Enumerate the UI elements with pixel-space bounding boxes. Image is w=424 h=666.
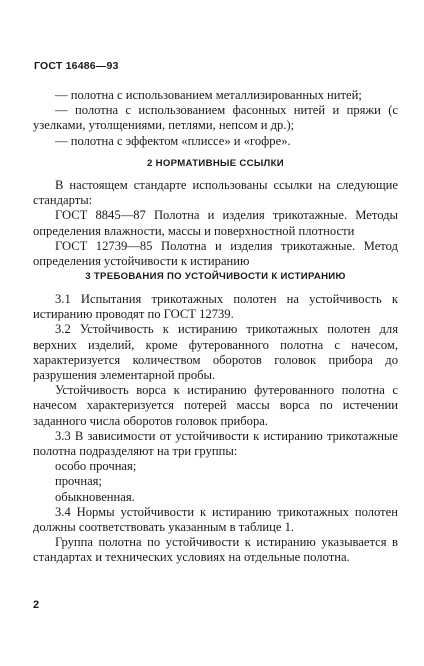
paragraph: Устойчивость ворса к истиранию футерованного полотна с начесом характеризуется потерей массы ворса по истечении заданного числа оборотов головок прибора. (33, 383, 398, 428)
section-2-body (33, 178, 398, 269)
group-item: особо прочная; (55, 459, 137, 474)
group-item: прочная; (55, 474, 102, 489)
intro-list (33, 88, 398, 149)
group-item: обыкновенная. (55, 489, 135, 504)
paragraph: 3.2 Устойчивость к истиранию трикотажных полотен для верхних изделий, кроме футерованного полотна с начесом, характеризуется количеством оборотов головок прибора до разрушения элементарной пробы. (33, 322, 398, 383)
section-2-heading: 2 НОРМАТИВНЫЕ ССЫЛКИ (147, 158, 284, 169)
paragraph: 3.4 Нормы устойчивости к истиранию трикотажных полотен должны соответствовать указанным в таблице 1. (33, 504, 398, 535)
paragraph: ГОСТ 8845—87 Полотна и изделия трикотажные. Методы определения влажности, массы и поверхностной плотности (33, 208, 398, 238)
list-item: — полотна с использованием металлизированных нитей; (55, 88, 362, 102)
paragraph: В настоящем стандарте использованы ссылки на следующие стандарты: (33, 178, 398, 208)
list-item: — полотна с эффектом «плиссе» и «гофре». (55, 133, 291, 148)
section-3-body (33, 292, 398, 566)
list-item: — полотна с использованием фасонных нитей и пряжи (с узелками, утолщениями, петлями, непсом и др.); (33, 103, 398, 133)
paragraph: ГОСТ 12739—85 Полотна и изделия трикотажные. Метод определения устойчивости к истиранию (33, 238, 398, 269)
paragraph: Группа полотна по устойчивости к истиранию указывается в стандартах и технических условиях на отдельные полотна. (33, 535, 398, 565)
paragraph: 3.1 Испытания трикотажных полотен на устойчивость к истиранию проводят по ГОСТ 12739. (33, 292, 398, 322)
paragraph: 3.3 В зависимости от устойчивости к истиранию трикотажные полотна подразделяют на три группы: (33, 428, 398, 459)
document-header: ГОСТ 16486—93 (34, 60, 119, 72)
section-3-heading: 3 ТРЕБОВАНИЯ ПО УСТОЙЧИВОСТИ К ИСТИРАНИЮ (85, 271, 346, 282)
page-number: 2 (33, 599, 40, 611)
